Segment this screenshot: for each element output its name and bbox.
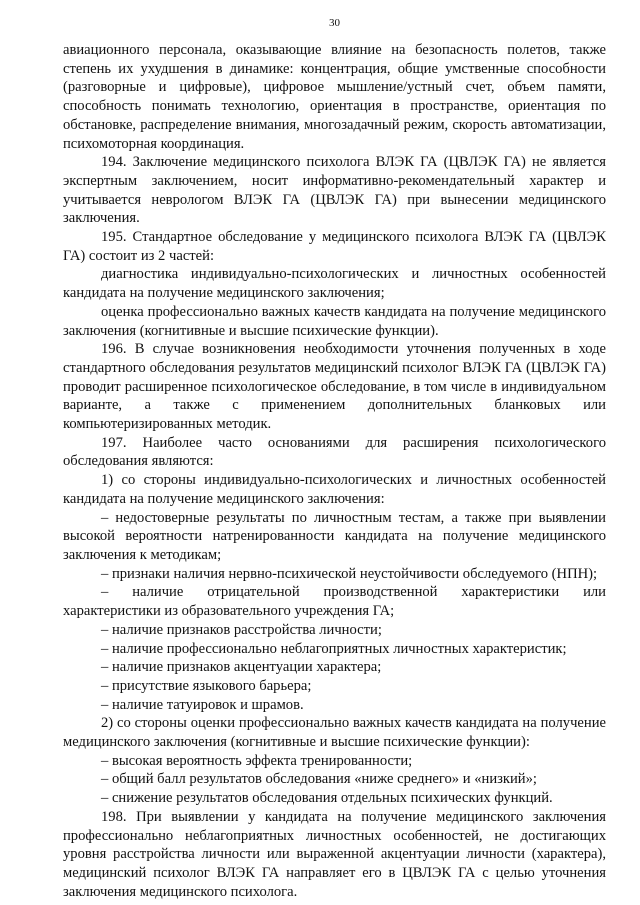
paragraph-197-section-2: 2) со стороны оценки профессионально важных качеств кандидата на получение медицинского заключения (когнитивные и высшие психические функции): [63, 715, 606, 751]
paragraph-continuation: авиационного персонала, оказывающие влияние на безопасность полетов, также степень их ухудшения в динамике: концентрация, общие умственные способности (разговорные и цифровые), цифровое мышление/устный счет, объем памяти, способность понимать технологию, ориентация в пространстве, ориентация по обстановке, распределение внимания, многозадачный режим, скорость автоматизации, психомоторная координация. [63, 42, 606, 152]
paragraph-195-item-1: диагностика индивидуально-психологических и личностных особенностей кандидата на получение медицинского заключения; [63, 266, 606, 302]
list-item: – общий балл результатов обследования «ниже среднего» и «низкий»; [101, 771, 537, 788]
document-body [63, 41, 606, 901]
list-item: – высокая вероятность эффекта тренированности; [101, 752, 413, 769]
list-item: – наличие признаков расстройства личности; [101, 621, 382, 638]
paragraph-195: 195. Стандартное обследование у медицинского психолога ВЛЭК ГА (ЦВЛЭК ГА) состоит из 2 частей: [63, 229, 606, 264]
list-item: – недостоверные результаты по личностным тестам, а также при выявлении высокой вероятности натренированности кандидата на получение медицинского заключения к методикам; [63, 509, 606, 563]
page-number: 30 [329, 17, 340, 29]
paragraph-198: 198. При выявлении у кандидата на получение медицинского заключения профессионально неблагоприятных личностных особенностей, не достигающих уровня расстройства личности или выраженной акцентуации личности (характера), медицинский психолог ВЛЭК ГА направляет его в ЦВЛЭК ГА с целью уточнения заключения медицинского психолога. [63, 808, 606, 900]
list-item: – наличие отрицательной производственной характеристики или характеристики из образовательного учреждения ГА; [63, 584, 606, 620]
paragraph-196: 196. В случае возникновения необходимости уточнения полученных в ходе стандартного обследования результатов медицинский психолог ВЛЭК ГА (ЦВЛЭК ГА) проводит расширенное психологическое обследование, в том числе в индивидуальном варианте, а также с применением дополнительных бланковых или компьютеризированных методик. [63, 341, 606, 433]
list-item: – признаки наличия нервно-психической неустойчивости обследуемого (НПН); [101, 565, 598, 582]
list-item: – снижение результатов обследования отдельных психических функций. [101, 790, 553, 807]
list-item: – наличие профессионально неблагоприятных личностных характеристик; [101, 640, 567, 657]
list-item: – наличие татуировок и шрамов. [101, 696, 304, 713]
paragraph-197-section-1: 1) со стороны индивидуально-психологических и личностных особенностей кандидата на получение медицинского заключения: [63, 472, 606, 507]
list-item: – наличие признаков акцентуации характера; [101, 659, 382, 676]
paragraph-197: 197. Наиболее часто основаниями для расширения психологического обследования являются: [63, 434, 606, 470]
paragraph-195-item-2: оценка профессионально важных качеств кандидата на получение медицинского заключения (когнитивные и высшие психические функции). [63, 303, 606, 339]
list-item: – присутствие языкового барьера; [101, 677, 312, 694]
paragraph-194: 194. Заключение медицинского психолога ВЛЭК ГА (ЦВЛЭК ГА) не является экспертным заключением, носит информативно-рекомендательный характер и учитывается неврологом ВЛЭК ГА (ЦВЛЭК ГА) при вынесении медицинского заключения. [63, 154, 606, 227]
